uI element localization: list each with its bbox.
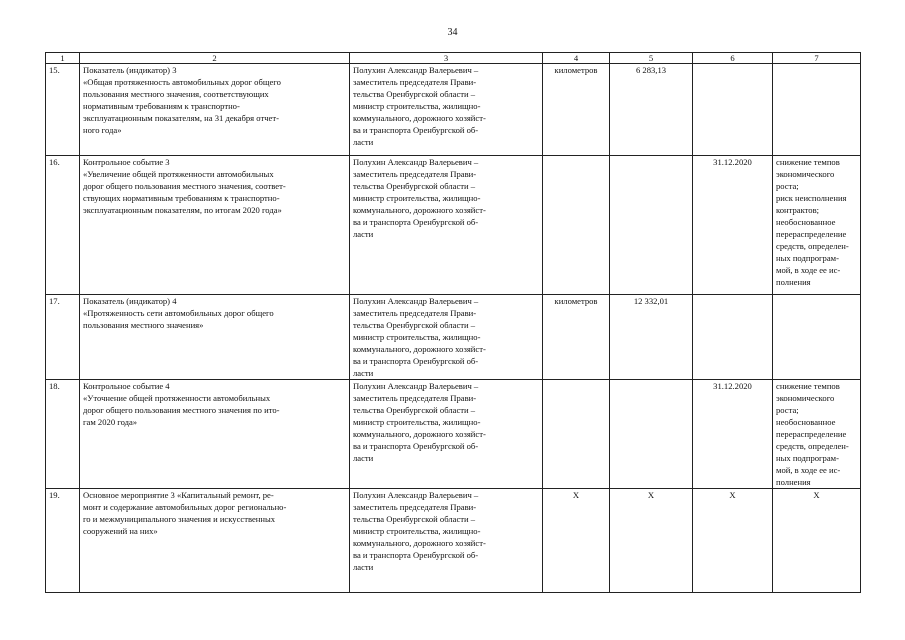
responsible-line: заместитель председателя Прави- [353, 169, 477, 179]
description-line: «Увеличение общей протяженности автомобильных [83, 169, 274, 179]
row-number-cell [46, 156, 80, 295]
value-cell [610, 156, 693, 295]
risk-cell [773, 156, 861, 295]
risk-line: перераспределение [776, 429, 847, 439]
unit-cell [543, 156, 610, 295]
unit-cell [543, 380, 610, 489]
description-line: Показатель (индикатор) 4 [83, 296, 177, 306]
description-line: сооружений на них» [83, 526, 158, 536]
description-line: «Общая протяженность автомобильных дорог общего [83, 77, 281, 87]
description-line: ного года» [83, 125, 122, 135]
risk-line: экономического [776, 393, 835, 403]
responsible-cell [350, 295, 543, 380]
unit-cell [543, 64, 610, 156]
risk-line: экономического [776, 169, 835, 179]
risk-line: X [813, 490, 820, 500]
header-cell: 7 [773, 53, 861, 64]
responsible-line: министр строительства, жилищно- [353, 526, 481, 536]
responsible-line: коммунального, дорожного хозяйст- [353, 205, 486, 215]
responsible-line: заместитель председателя Прави- [353, 393, 477, 403]
risk-line: средств, определен- [776, 241, 849, 251]
value-cell [610, 295, 693, 380]
risk-cell [773, 380, 861, 489]
table-row [46, 295, 861, 380]
description-line: «Уточнение общей протяженности автомобильных [83, 393, 271, 403]
risk-line: перераспределение [776, 229, 847, 239]
page-number: 34 [447, 27, 458, 38]
header-cell: 3 [350, 53, 543, 64]
description-line: Показатель (индикатор) 3 [83, 65, 177, 75]
risk-line: роста; [776, 405, 799, 415]
date-text: 31.12.2020 [713, 157, 752, 167]
responsible-line: министр строительства, жилищно- [353, 101, 481, 111]
responsible-line: заместитель председателя Прави- [353, 502, 477, 512]
responsible-line: ва и транспорта Оренбургской об- [353, 125, 479, 135]
responsible-line: министр строительства, жилищно- [353, 332, 481, 342]
row-number-cell [46, 64, 80, 156]
header-cell: 4 [543, 53, 610, 64]
date-cell [693, 156, 773, 295]
table-row [46, 380, 861, 489]
responsible-line: ласти [353, 229, 374, 239]
header-cell: 2 [80, 53, 350, 64]
date-text: X [729, 490, 736, 500]
description-line: нормативным требованиям к транспортно- [83, 101, 240, 111]
date-text: 31.12.2020 [713, 381, 752, 391]
risk-line: необоснованное [776, 417, 836, 427]
risk-line: мой, в ходе ее ис- [776, 465, 841, 475]
value-cell [610, 64, 693, 156]
responsible-cell [350, 380, 543, 489]
responsible-line: Полухин Александр Валерьевич – [353, 296, 479, 306]
description-line: пользования местного значения» [83, 320, 204, 330]
risk-line: риск неисполнения [776, 193, 847, 203]
date-cell [693, 489, 773, 593]
unit-text: километров [554, 296, 598, 306]
responsible-line: ва и транспорта Оренбургской об- [353, 441, 479, 451]
responsible-line: ласти [353, 368, 374, 378]
description-line: монт и содержание автомобильных дорог регионально- [83, 502, 287, 512]
responsible-cell [350, 156, 543, 295]
description-line: пользования местного значения, соответствующих [83, 89, 269, 99]
value-text: 6 283,13 [635, 65, 667, 75]
responsible-line: тельства Оренбургской области – [353, 405, 476, 415]
date-cell [693, 380, 773, 489]
responsible-line: ласти [353, 137, 374, 147]
description-cell [80, 489, 350, 593]
row-number-cell [46, 380, 80, 489]
description-cell [80, 295, 350, 380]
unit-cell [543, 489, 610, 593]
risk-cell [773, 489, 861, 593]
date-cell [693, 295, 773, 380]
unit-text: X [572, 490, 580, 500]
responsible-line: Полухин Александр Валерьевич – [353, 490, 479, 500]
description-line: Контрольное событие 4 [83, 381, 170, 391]
description-line: Контрольное событие 3 [83, 157, 170, 167]
table-header [46, 53, 861, 64]
date-cell [693, 64, 773, 156]
responsible-line: ласти [353, 453, 374, 463]
responsible-line: министр строительства, жилищно- [353, 417, 481, 427]
unit-text: километров [554, 65, 598, 75]
risk-line: средств, определен- [776, 441, 849, 451]
risk-line: снижение темпов [776, 157, 840, 167]
description-cell [80, 380, 350, 489]
responsible-line: министр строительства, жилищно- [353, 193, 481, 203]
responsible-line: заместитель председателя Прави- [353, 308, 477, 318]
risk-line: полнения [776, 477, 811, 487]
description-line: эксплуатационным показателям, на 31 декабря отчет- [83, 113, 279, 123]
header-cell: 1 [46, 53, 80, 64]
header-row [46, 53, 861, 64]
row-number: 19. [49, 490, 60, 500]
unit-cell [543, 295, 610, 380]
responsible-line: ва и транспорта Оренбургской об- [353, 217, 479, 227]
table-body [46, 64, 861, 593]
responsible-line: Полухин Александр Валерьевич – [353, 157, 479, 167]
description-line: дорог общего пользования местного значения по ито- [83, 405, 280, 415]
description-line: гам 2020 года» [83, 417, 138, 427]
responsible-line: тельства Оренбургской области – [353, 514, 476, 524]
responsible-line: ва и транспорта Оренбургской об- [353, 550, 479, 560]
row-number: 18. [49, 381, 60, 391]
risk-line: снижение темпов [776, 381, 840, 391]
responsible-cell [350, 489, 543, 593]
description-line: дорог общего пользования местного значения, соответ- [83, 181, 286, 191]
row-number: 17. [49, 296, 60, 306]
responsible-line: коммунального, дорожного хозяйст- [353, 113, 486, 123]
row-number-cell [46, 295, 80, 380]
responsible-line: коммунального, дорожного хозяйст- [353, 538, 486, 548]
plan-table [45, 52, 861, 593]
risk-line: необоснованное [776, 217, 836, 227]
table-row [46, 156, 861, 295]
risk-cell [773, 64, 861, 156]
row-number: 16. [49, 157, 60, 167]
description-cell [80, 156, 350, 295]
value-cell [610, 489, 693, 593]
responsible-line: Полухин Александр Валерьевич – [353, 65, 479, 75]
responsible-line: заместитель председателя Прави- [353, 77, 477, 87]
risk-line: контрактов; [776, 205, 820, 215]
responsible-line: коммунального, дорожного хозяйст- [353, 429, 486, 439]
responsible-line: Полухин Александр Валерьевич – [353, 381, 479, 391]
risk-cell [773, 295, 861, 380]
responsible-line: ласти [353, 562, 374, 572]
responsible-line: тельства Оренбургской области – [353, 89, 476, 99]
risk-line: ных подпрограм- [776, 253, 839, 263]
value-cell [610, 380, 693, 489]
header-cell: 6 [693, 53, 773, 64]
description-cell [80, 64, 350, 156]
risk-line: ных подпрограм- [776, 453, 839, 463]
responsible-line: ва и транспорта Оренбургской об- [353, 356, 479, 366]
header-cell: 5 [610, 53, 693, 64]
table-row [46, 489, 861, 593]
responsible-line: тельства Оренбургской области – [353, 181, 476, 191]
responsible-line: коммунального, дорожного хозяйст- [353, 344, 486, 354]
description-line: Основное мероприятие 3 «Капитальный ремонт, ре- [83, 490, 274, 500]
row-number: 15. [49, 65, 60, 75]
value-text: X [647, 490, 655, 500]
row-number-cell [46, 489, 80, 593]
table-row [46, 64, 861, 156]
risk-line: мой, в ходе ее ис- [776, 265, 841, 275]
responsible-line: тельства Оренбургской области – [353, 320, 476, 330]
responsible-cell [350, 64, 543, 156]
risk-line: полнения [776, 277, 811, 287]
description-line: го и межмуниципального значения и искусственных [83, 514, 276, 524]
description-line: «Протяженность сети автомобильных дорог общего [83, 308, 274, 318]
description-line: эксплуатационным показателям, по итогам 2020 года» [83, 205, 282, 215]
risk-line: роста; [776, 181, 799, 191]
value-text: 12 332,01 [633, 296, 669, 306]
description-line: ствующих нормативным требованиям к транспортно- [83, 193, 280, 203]
